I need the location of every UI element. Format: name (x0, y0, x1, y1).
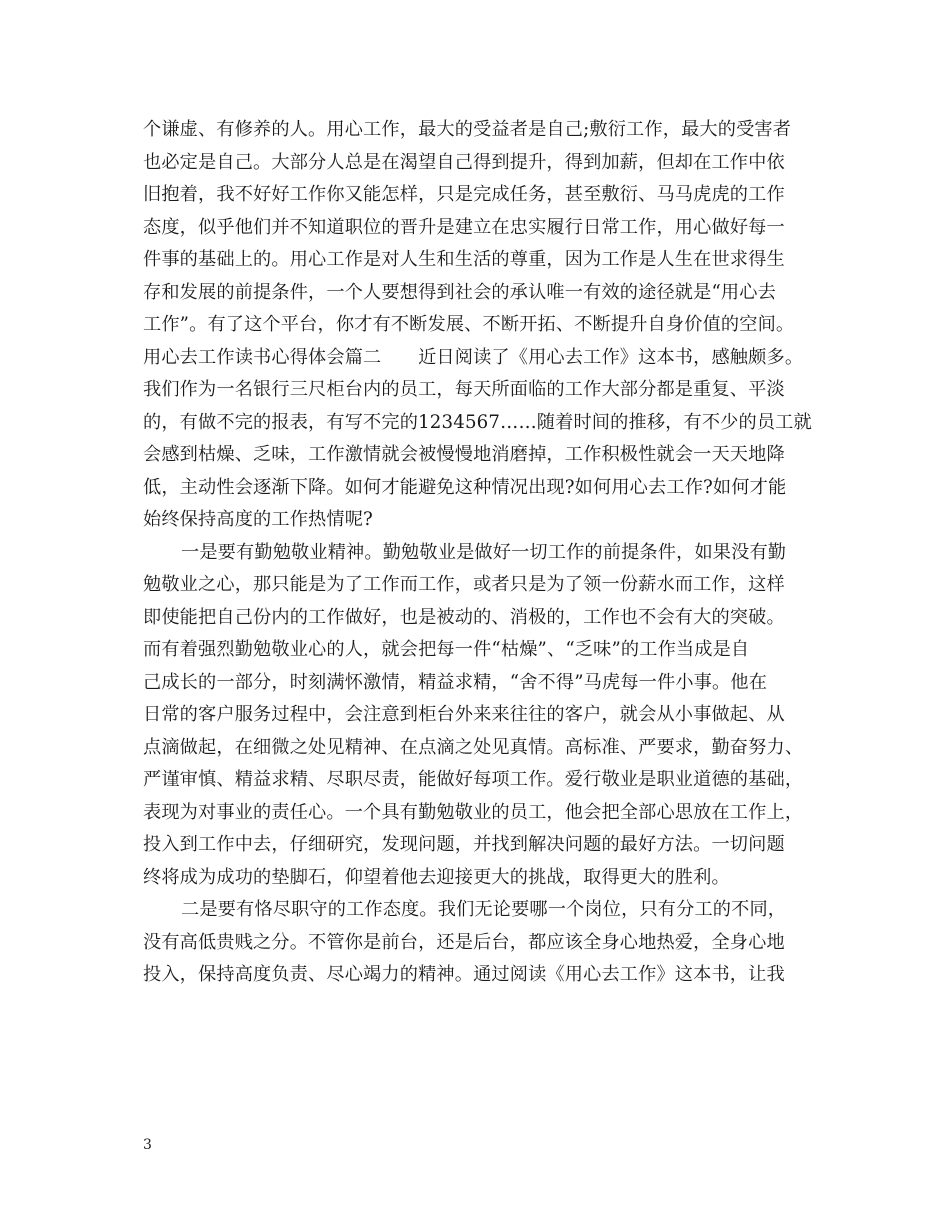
text-line: 我们作为一名银行三尺柜台内的员工，每天所面临的工作大部分都是重复、平淡 (143, 379, 785, 400)
text-line: 工作”。有了这个平台，你才有不断发展、不断开拓、不断提升自身价值的空间。 (143, 314, 795, 335)
text-line: 也必定是自己。大部分人总是在渴望自己得到提升，得到加薪，但却在工作中依 (143, 151, 785, 173)
text-line: 个谦虚、有修养的人。用心工作，最大的受益者是自己;敷衍工作，最大的受害者 (143, 119, 792, 140)
text-line: 存和发展的前提条件，一个人要想得到社会的承认唯一有效的途径就是“用心去 (143, 281, 776, 303)
text-line: 投入，保持高度负责、尽心竭力的精神。通过阅读《用心去工作》这本书，让我 (143, 964, 785, 985)
text-line: 会感到枯燥、乏味，工作激情就会被慢慢地消磨掉，工作积极性就会一天天地降 (143, 444, 785, 465)
text-line: 没有高低贵贱之分。不管你是前台，还是后台，都应该全身心地热爱，全身心地 (143, 931, 785, 953)
text-line: 低，主动性会逐渐下降。如何才能避免这种情况出现?如何用心去工作?如何才能 (143, 476, 787, 498)
paragraph-first-line: 一是要有勤勉敬业精神。勤勉敬业是做好一切工作的前提条件，如果没有勤 (181, 541, 787, 563)
text-line: 勉敬业之心，那只能是为了工作而工作，或者只是为了领一份薪水而工作，这样 (143, 574, 785, 595)
text-line: 件事的基础上的。用心工作是对人生和生活的尊重，因为工作是人生在世求得生 (143, 249, 785, 270)
text-line: 的，有做不完的报表，有写不完的1234567……随着时间的推移，有不少的员工就 (143, 411, 812, 433)
text-line: 投入到工作中去，仔细研究，发现问题，并找到解决问题的最好方法。一切问题 (143, 834, 785, 855)
text-line: 态度，似乎他们并不知道职位的晋升是建立在忠实履行日常工作，用心做好每一 (143, 216, 785, 238)
paragraph-first-line: 二是要有恪尽职守的工作态度。我们无论要哪一个岗位，只有分工的不同， (181, 899, 787, 920)
text-line: 而有着强烈勤勉敬业心的人，就会把每一件“枯燥”、“乏味”的工作当成是自 (143, 639, 750, 660)
text-line: 日常的客户服务过程中，会注意到柜台外来来往往的客户，就会从小事做起、从 (143, 704, 785, 725)
text-line: 始终保持高度的工作热情呢? (143, 509, 373, 530)
text-line: 旧抱着，我不好好工作你又能怎样，只是完成任务，甚至敷衍、马马虎虎的工作 (143, 184, 785, 205)
text-line: 己成长的一部分，时刻满怀激情，精益求精，“舍不得”马虎每一件小事。他在 (143, 671, 768, 693)
text-line: 严谨审慎、精益求精、尽职尽责，能做好每项工作。爱行敬业是职业道德的基础， (143, 769, 804, 790)
text-line: 点滴做起，在细微之处见精神、在点滴之处见真情。高标准、严要求，勤奋努力、 (143, 736, 804, 758)
text-line: 表现为对事业的责任心。一个具有勤勉敬业的员工，他会把全部心思放在工作上， (143, 801, 804, 823)
text-line: 用心去工作读书心得体会篇二 近日阅读了《用心去工作》这本书，感触颇多。 (143, 346, 804, 368)
page-number: 3 (143, 1137, 152, 1153)
body-text (143, 114, 833, 992)
text-line: 终将成为成功的垫脚石，仰望着他去迎接更大的挑战，取得更大的胜利。 (143, 866, 730, 888)
text-line: 即使能把自己份内的工作做好，也是被动的、消极的，工作也不会有大的突破。 (143, 606, 785, 628)
